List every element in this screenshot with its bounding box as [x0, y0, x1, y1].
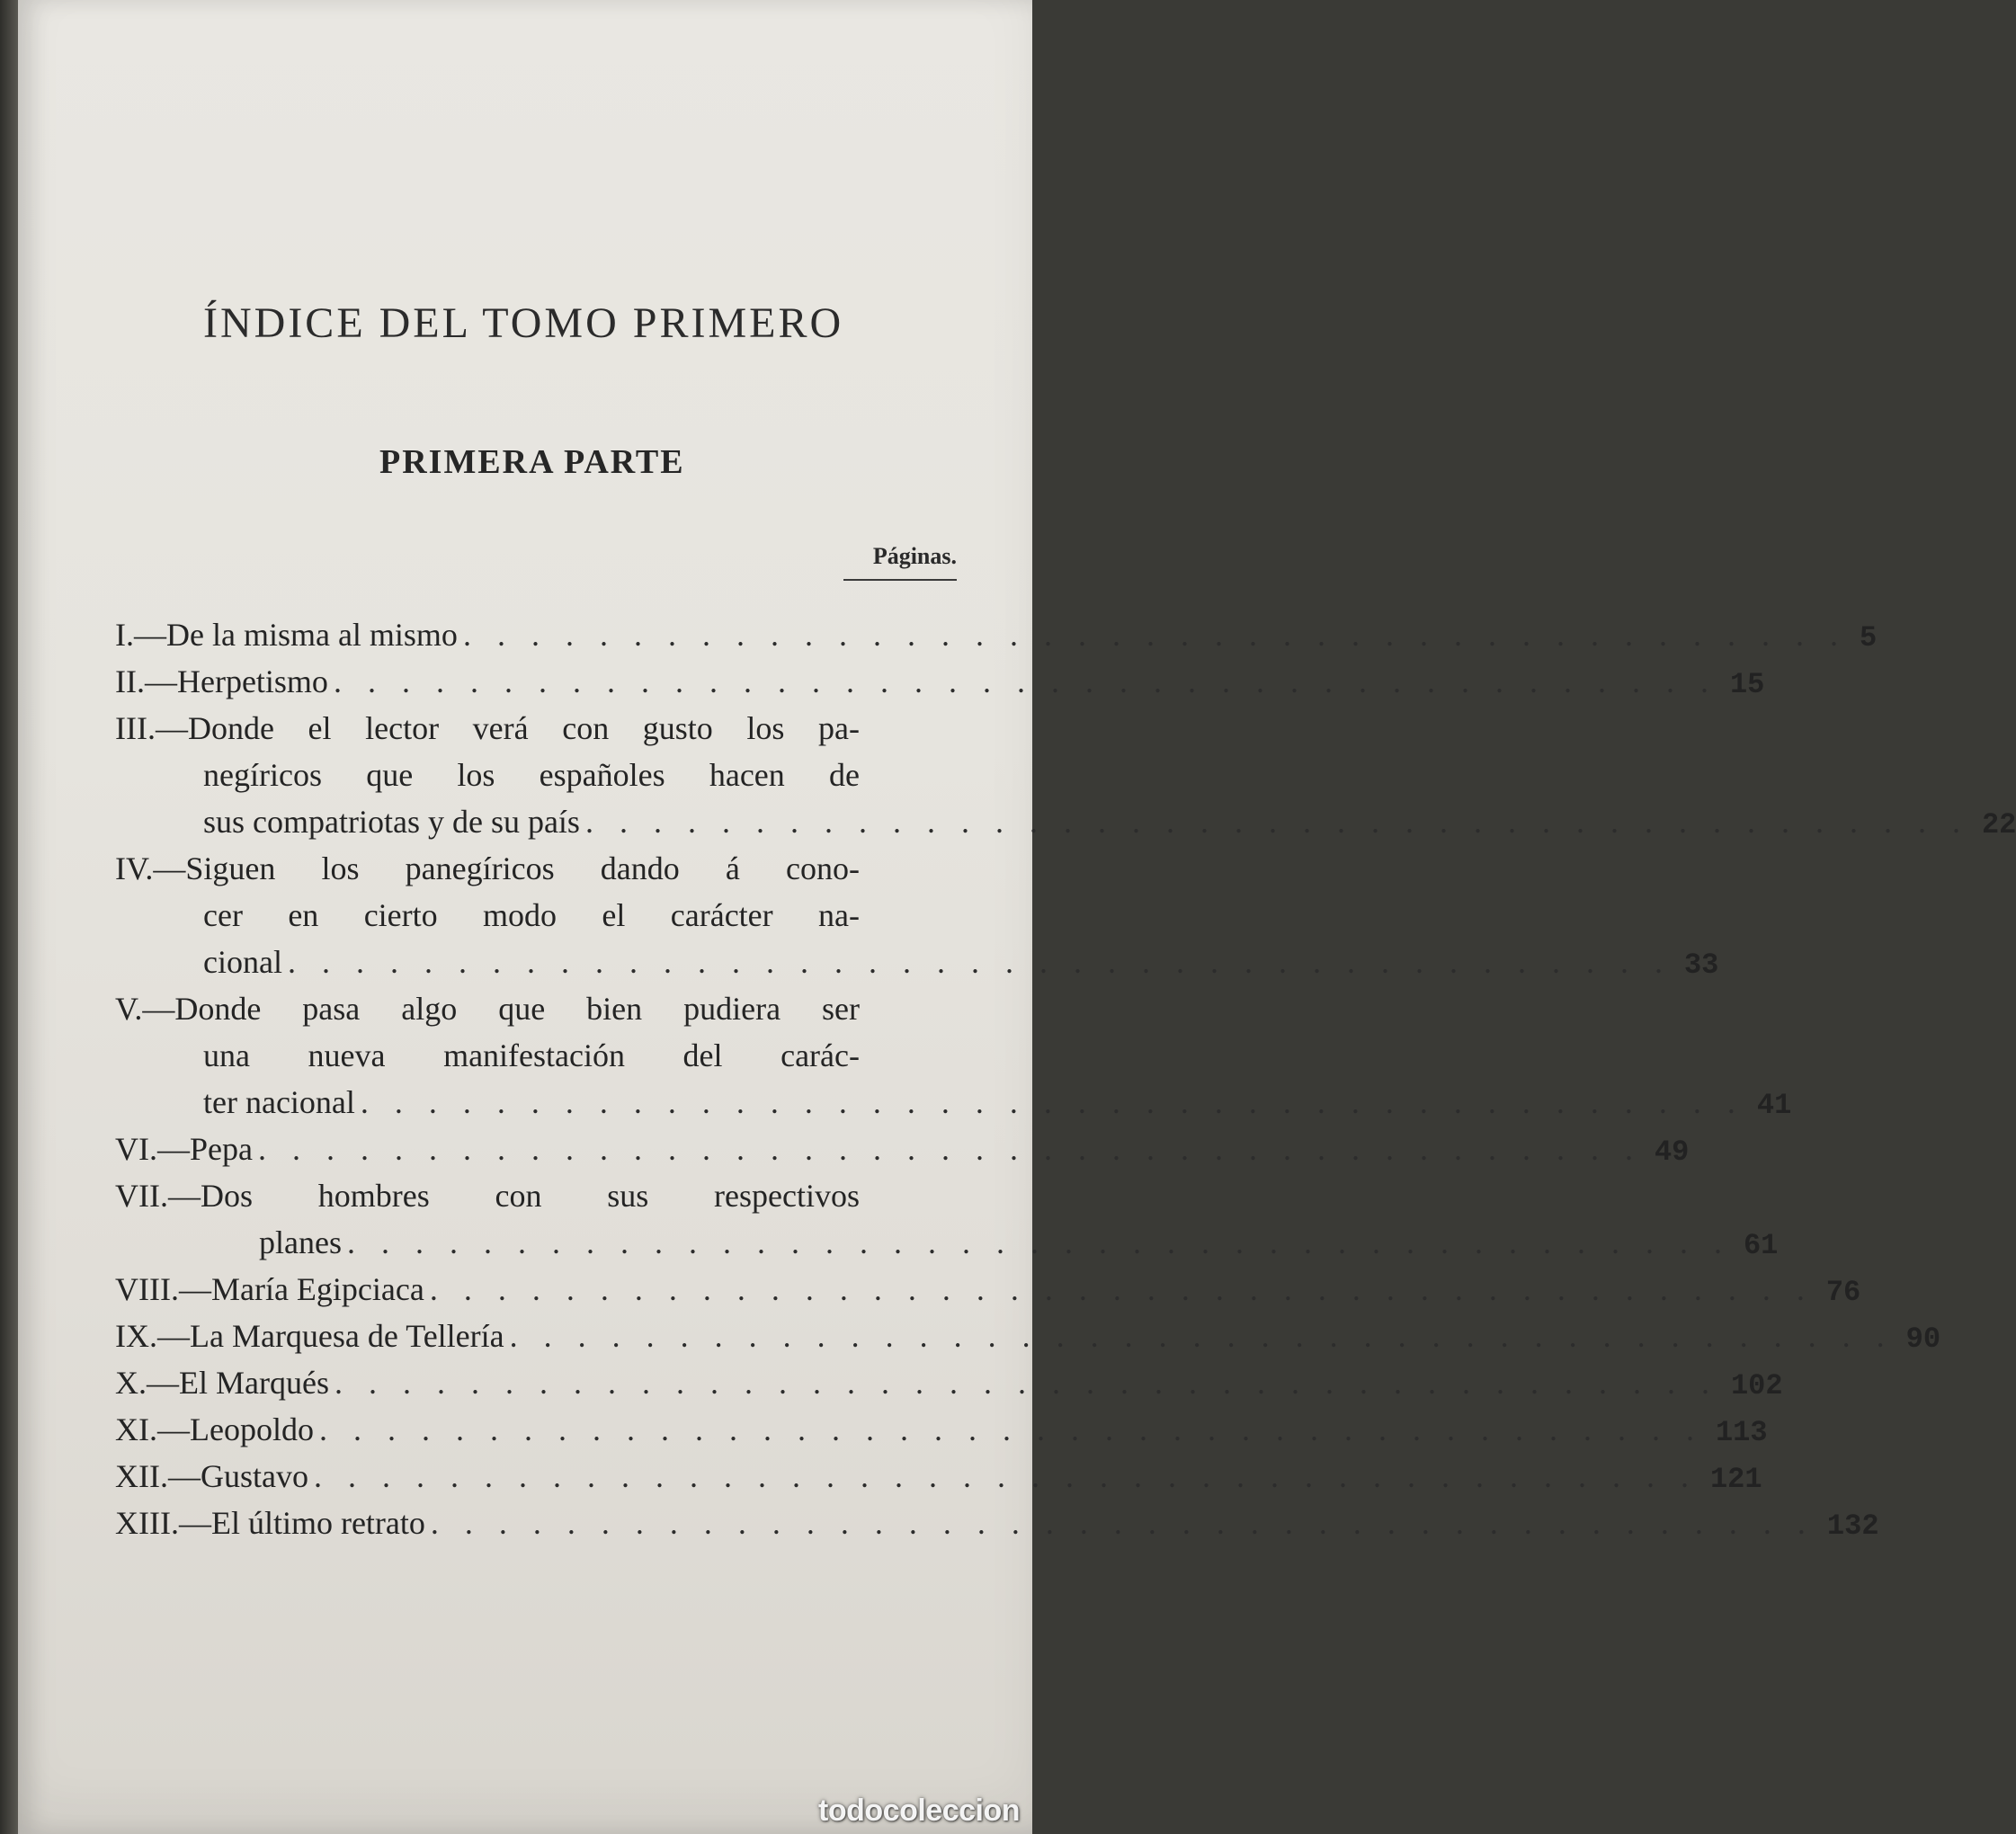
toc-entry [115, 1406, 1768, 1453]
toc-line-text: cional [203, 944, 282, 980]
dot-leader: . . . . . . . . . . . . . . . . . . . . . . . . . . . . . . . . . . . . . . . . . [509, 1318, 1894, 1354]
dot-leader: . . . . . . . . . . . . . . . . . . . . . . . . . . . . . . . . . . . . . . . . . [334, 1365, 1718, 1401]
pages-column-header: Páginas. [843, 543, 957, 581]
toc-line-text: XI.—Leopoldo [115, 1411, 314, 1447]
toc-line-text: III.—Donde el lector verá con gusto los pa- [115, 710, 860, 746]
page-number: 102 [1730, 1369, 1783, 1402]
toc-entry [115, 985, 1792, 1126]
toc-line [115, 1126, 1690, 1172]
dot-leader: . . . . . . . . . . . . . . . . . . . . . . . . . . . . . . . . . . . . . . . . . [257, 1131, 1642, 1167]
page-number: 132 [1826, 1509, 1879, 1543]
dot-leader: . . . . . . . . . . . . . . . . . . . . . . . . . . . . . . . . . . . . . . . . . [318, 1411, 1703, 1447]
toc-line-text: cer en cierto modo el carácter na- [203, 897, 860, 933]
toc-line-text: II.—Herpetismo [115, 663, 328, 699]
page-number: 15 [1729, 668, 1765, 701]
toc-entry [115, 845, 1719, 985]
dot-leader: . . . . . . . . . . . . . . . . . . . . . . . . . . . . . . . . . . . . . . . . . [333, 663, 1717, 699]
page-number: 113 [1715, 1416, 1768, 1449]
toc-line [115, 985, 960, 1032]
toc-line [115, 1032, 960, 1079]
toc-entry [115, 658, 1765, 705]
toc-entry [115, 1359, 1783, 1406]
toc-line-text: sus compatriotas y de su país [203, 804, 580, 840]
dot-leader: . . . . . . . . . . . . . . . . . . . . . . . . . . . . . . . . . . . . . . . . . [346, 1224, 1731, 1260]
toc-entry [115, 1266, 1861, 1313]
page-number: 49 [1654, 1135, 1690, 1169]
toc-line [115, 705, 960, 752]
toc-line-text: V.—Donde pasa algo que bien pudiera ser [115, 991, 860, 1027]
toc-line [115, 752, 960, 798]
toc-entry [115, 705, 2016, 845]
section-title: PRIMERA PARTE [379, 443, 685, 481]
toc-entry [115, 1172, 1779, 1266]
watermark-logo: todocoleccion [818, 1794, 1020, 1828]
page-number: 33 [1683, 948, 1719, 982]
toc-line-text: VIII.—María Egipciaca [115, 1271, 424, 1307]
dot-leader: . . . . . . . . . . . . . . . . . . . . . . . . . . . . . . . . . . . . . . . . . [360, 1084, 1744, 1120]
page-title: ÍNDICE DEL TOMO PRIMERO [203, 299, 844, 347]
toc-line-text: negíricos que los españoles hacen de [203, 757, 860, 793]
toc-line-text: XII.—Gustavo [115, 1458, 308, 1494]
toc-line-text: IX.—La Marquesa de Tellería [115, 1318, 504, 1354]
dot-leader: . . . . . . . . . . . . . . . . . . . . . . . . . . . . . . . . . . . . . . . . . [287, 944, 1672, 980]
book-page [18, 0, 2016, 1834]
toc-line [115, 939, 1719, 985]
toc-line [115, 1500, 1879, 1546]
page-number: 121 [1709, 1463, 1762, 1496]
toc-line [115, 845, 960, 892]
page-number: 5 [1859, 621, 1878, 654]
page-number: 22 [1981, 808, 2016, 841]
dot-leader: . . . . . . . . . . . . . . . . . . . . . . . . . . . . . . . . . . . . . . . . . [313, 1458, 1698, 1494]
page-number: 76 [1825, 1276, 1861, 1309]
dot-leader: . . . . . . . . . . . . . . . . . . . . . . . . . . . . . . . . . . . . . . . . . [584, 804, 1969, 840]
toc-line [115, 1079, 1792, 1126]
toc-line [115, 1266, 1861, 1313]
toc-line [115, 1313, 1941, 1359]
toc-line-text: X.—El Marqués [115, 1365, 329, 1401]
toc-entry [115, 1126, 1690, 1172]
toc-line [115, 892, 960, 939]
toc-line [115, 611, 1878, 658]
toc-line-text: IV.—Siguen los panegíricos dando á cono- [115, 850, 860, 886]
toc-entry [115, 1453, 1762, 1500]
toc-line [115, 1172, 960, 1219]
toc-entry [115, 1313, 1941, 1359]
toc-line-text: una nueva manifestación del carác- [203, 1037, 860, 1073]
book-spine-shadow [0, 0, 18, 1834]
toc-entry [115, 1500, 1879, 1546]
page-number: 90 [1905, 1322, 1941, 1356]
dot-leader: . . . . . . . . . . . . . . . . . . . . . . . . . . . . . . . . . . . . . . . . . [430, 1505, 1815, 1541]
toc-line [115, 658, 1765, 705]
toc-line [115, 1359, 1783, 1406]
toc-line-text: VII.—Dos hombres con sus respectivos [115, 1178, 860, 1214]
toc-line-text: ter nacional [203, 1084, 355, 1120]
page-number: 61 [1743, 1229, 1779, 1262]
toc-line [115, 1406, 1768, 1453]
table-of-contents [115, 611, 2016, 1546]
toc-line [115, 1219, 1779, 1266]
dot-leader: . . . . . . . . . . . . . . . . . . . . . . . . . . . . . . . . . . . . . . . . . [462, 617, 1847, 653]
toc-line-text: I.—De la misma al mismo [115, 617, 458, 653]
toc-entry [115, 611, 1878, 658]
toc-line-text: XIII.—El último retrato [115, 1505, 425, 1541]
toc-line [115, 1453, 1762, 1500]
toc-line-text: VI.—Pepa [115, 1131, 253, 1167]
toc-line-text: planes [259, 1224, 342, 1260]
page-number: 41 [1756, 1089, 1792, 1122]
dot-leader: . . . . . . . . . . . . . . . . . . . . . . . . . . . . . . . . . . . . . . . . . [429, 1271, 1814, 1307]
toc-line [115, 798, 2016, 845]
